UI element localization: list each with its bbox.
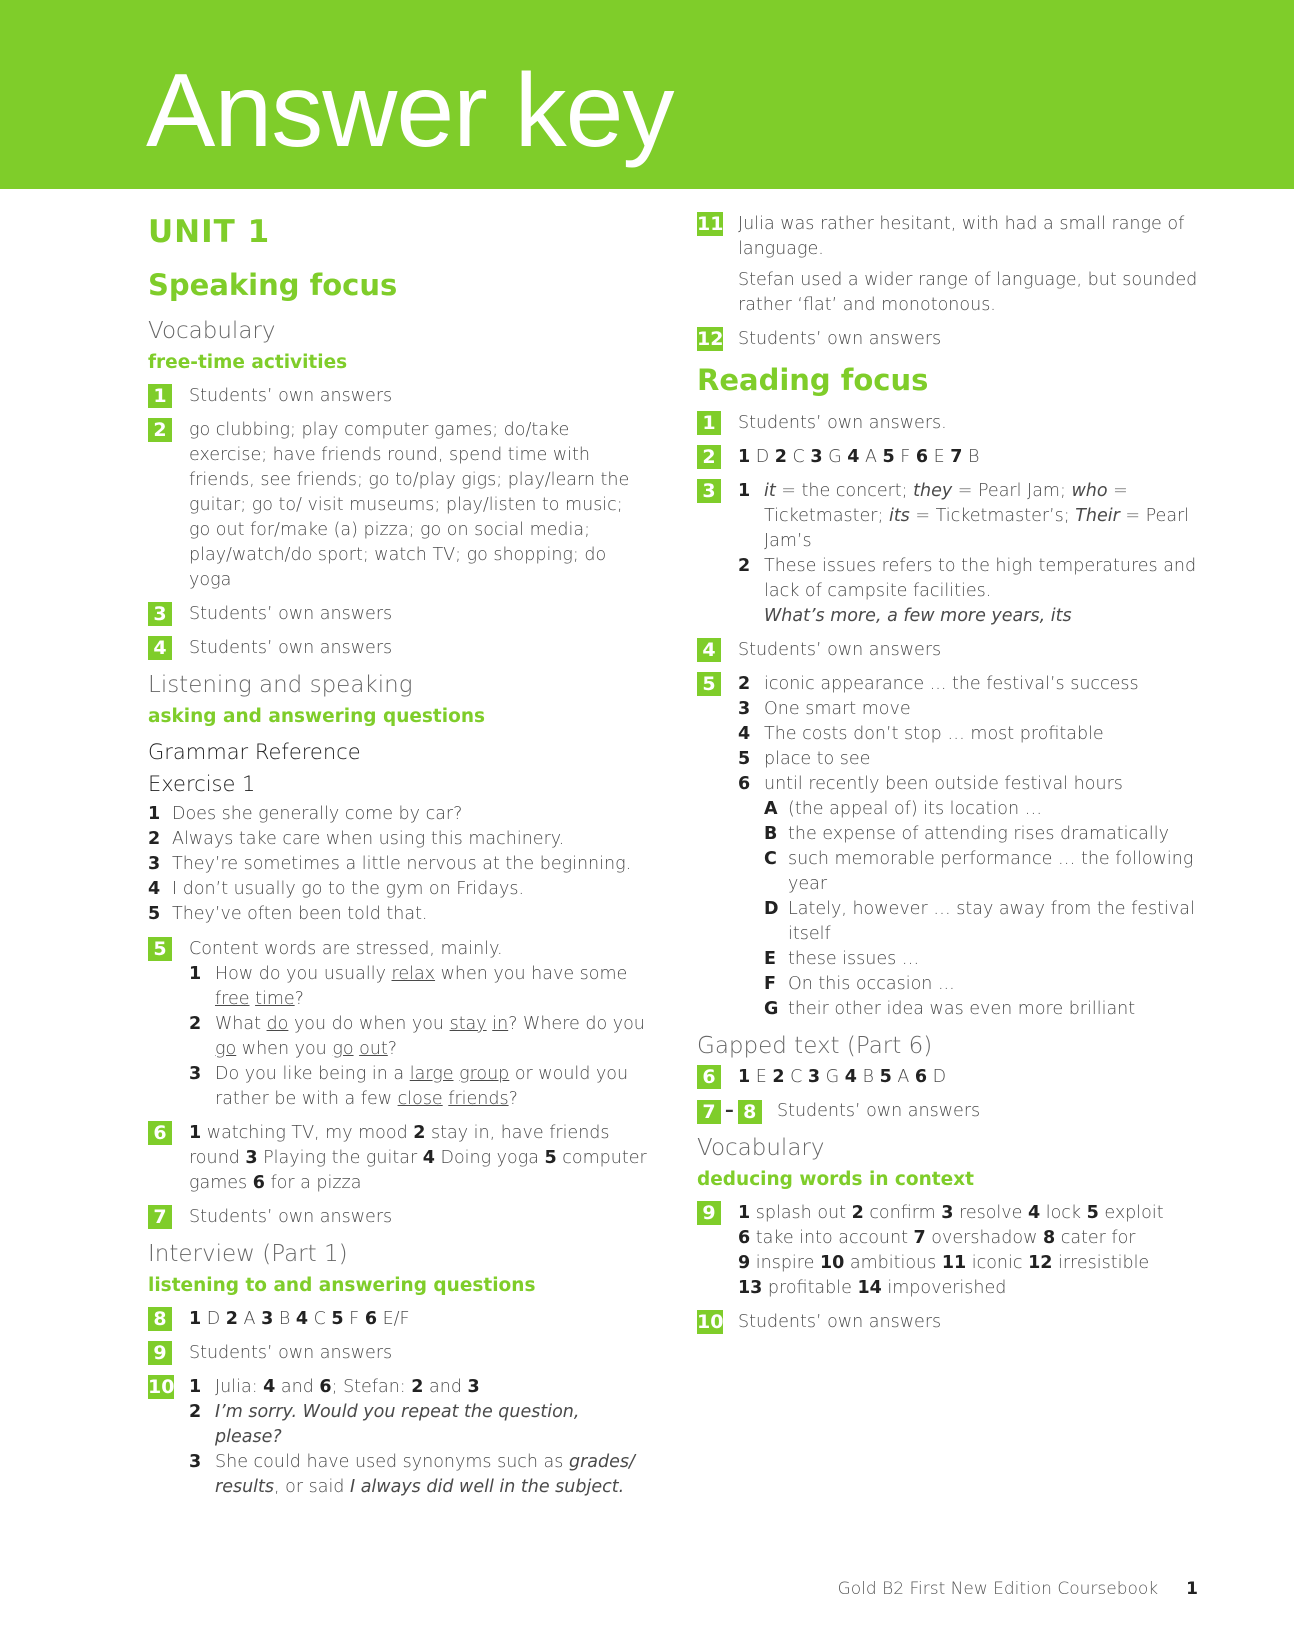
exercise-number-range	[697, 1099, 762, 1124]
bold-answer-number: 4	[422, 1148, 435, 1168]
bold-answer-number: 6	[252, 1173, 265, 1193]
answer-text: 1 D 2 A 3 B 4 C 5 F 6 E/F	[189, 1309, 410, 1329]
range-dash: –	[725, 1101, 734, 1121]
bold-answer-number: 3	[941, 1203, 954, 1223]
item-number: 1	[148, 804, 161, 824]
answer-item	[148, 1205, 648, 1230]
sub-answer-number: 4	[738, 724, 751, 744]
bold-answer-number: 5	[1086, 1203, 1099, 1223]
exercise-number-box: 3	[148, 602, 172, 626]
bold-answer-number: 2	[225, 1309, 238, 1329]
stressed-word: friends	[448, 1089, 509, 1109]
sub-answer: 4 The costs don’t stop … most profitable	[738, 722, 1217, 747]
exercise-number-box: 10	[148, 1376, 175, 1398]
exercise-number-box: 7	[148, 1205, 172, 1229]
answer-text: Students’ own answers	[189, 386, 393, 406]
answer-item	[148, 384, 648, 409]
exercise-number-box: 6	[697, 1065, 721, 1089]
bold-answer-number: 8	[1042, 1228, 1056, 1248]
sub-answer-number: 2	[738, 556, 751, 576]
answer-item	[697, 1310, 1217, 1335]
sub-answer-number: 1	[738, 481, 751, 501]
bold-answer-number: 13	[738, 1278, 763, 1298]
answer-text: Students’ own answers	[189, 604, 393, 624]
list-item: 2 Always take care when using this machinery.	[148, 827, 648, 852]
answer-item	[697, 212, 1217, 318]
sub-answer-number: E	[764, 949, 776, 969]
bold-answer-number: 4	[295, 1309, 309, 1329]
answer-text: 9 inspire 10 ambitious 11 iconic 12 irresistible	[738, 1253, 1150, 1273]
subsection-heading: Listening and speaking	[148, 672, 413, 698]
stressed-word: do	[266, 1014, 289, 1034]
sub-answer: F On this occasion ...	[738, 972, 1217, 997]
item-number: 3	[148, 854, 161, 874]
exercise-number-box: 8	[148, 1307, 172, 1331]
answer-note	[764, 604, 1217, 629]
answer-item	[697, 638, 1217, 663]
answer-item	[697, 1065, 1217, 1090]
bold-answer-number: 1	[189, 1309, 202, 1329]
answer-item	[148, 1341, 648, 1366]
answer-text: Students’ own answers	[738, 329, 942, 349]
sub-answer: 6 until recently been outside festival hours	[738, 772, 1217, 797]
bold-answer-number: 2	[413, 1123, 426, 1143]
bold-answer-number: 6	[915, 447, 929, 467]
italic-text: I always did well in the subject.	[349, 1477, 625, 1497]
subsection-heading: Vocabulary	[697, 1135, 825, 1161]
bold-answer-number: 2	[851, 1203, 864, 1223]
italic-text: I’m sorry. Would you repeat the question, please?	[215, 1402, 580, 1447]
italic-text: Their	[1075, 506, 1120, 526]
answer-text: Students’ own answers	[189, 1207, 393, 1227]
subsection-heading: Interview (Part 1)	[148, 1241, 348, 1267]
bold-answer-number: 1	[738, 447, 751, 467]
exercise-number-box: 5	[697, 672, 721, 696]
answer-text: 13 profitable 14 impoverished	[738, 1278, 1007, 1298]
left-column	[148, 210, 648, 1509]
stressed-word: free	[215, 989, 250, 1009]
header-banner	[0, 0, 1294, 189]
bold-answer-number: 5	[331, 1309, 344, 1329]
exercise-number-box: 8	[738, 1100, 762, 1124]
bold-answer-number: 1	[738, 1067, 751, 1087]
italic-text: who	[1071, 481, 1108, 501]
bold-answer-number: 4	[847, 447, 860, 467]
sub-answer: 2 What do you do when you stay in? Where do you go when you go out?	[189, 1014, 645, 1059]
bold-answer-number: 3	[261, 1309, 274, 1329]
answer-item	[148, 636, 648, 661]
answer-text: Content words are stressed, mainly.	[189, 939, 503, 959]
sub-answer: B the expense of attending rises dramatically	[738, 822, 1217, 847]
sub-answer: C such memorable performance … the following year	[764, 849, 1194, 894]
exercise-number-box: 6	[148, 1121, 172, 1145]
sub-answer: 2 These issues refers to the high temperatures and lack of campsite facilities. What’s more, a few more years, its	[738, 554, 1217, 629]
topic-heading: free-time activities	[148, 352, 348, 373]
bold-answer-number: 6	[364, 1309, 377, 1329]
answer-item	[697, 327, 1217, 352]
bold-answer-number: 3	[810, 447, 823, 467]
bold-answer-number: 14	[857, 1278, 882, 1298]
sub-answer-number: A	[764, 799, 778, 819]
answer-item	[697, 1099, 1217, 1124]
answer-item	[148, 937, 648, 1112]
item-number: 5	[148, 904, 161, 924]
stressed-word: in	[492, 1014, 509, 1034]
bold-answer-number: 4	[844, 1067, 857, 1087]
bold-answer-number: 11	[941, 1253, 967, 1273]
answer-text: Julia was rather hesitant, with had a small range of language.	[738, 214, 1185, 259]
answer-item	[697, 672, 1217, 1022]
exercise-heading: Grammar Reference	[148, 740, 361, 764]
answer-text: Students’ own answers	[777, 1101, 981, 1121]
right-column	[697, 212, 1217, 1344]
unit-heading: UNIT 1	[148, 214, 271, 250]
answer-item	[148, 418, 648, 593]
sub-answer-number: 1	[189, 1377, 202, 1397]
list-item: 1 Does she generally come by car?	[148, 802, 648, 827]
answer-text: 1 E 2 C 3 G 4 B 5 A 6 D	[738, 1067, 947, 1087]
answer-text: go clubbing; play computer games; do/take exercise; have friends round, spend time with friends, see friends; go to/play gigs; play/learn the guitar; go to/ visit museums; play/listen to music; go out for/make (a) pizza; go on social media; play/watch/do sport; watch TV; go shopping; do yoga	[189, 420, 630, 590]
bold-answer-number: 1	[189, 1123, 202, 1143]
bold-answer-number: 3	[245, 1148, 258, 1168]
item-number: 2	[148, 829, 161, 849]
stressed-word: stay	[449, 1014, 487, 1034]
topic-heading: deducing words in context	[697, 1169, 974, 1190]
answer-item	[697, 445, 1217, 470]
stressed-word: go	[215, 1039, 237, 1059]
sub-answer: 1 it = the concert; they = Pearl Jam; who = Ticketmaster; its = Ticketmaster’s; Their = Pearl Jam’s	[738, 481, 1190, 551]
answer-text: Students’ own answers.	[738, 413, 947, 433]
bold-answer-number: 5	[544, 1148, 557, 1168]
answer-item	[148, 602, 648, 627]
italic-text: grades/ results	[215, 1452, 635, 1497]
sub-answer: 3 She could have used synonyms such as grades/ results, or said I always did well in the subject.	[189, 1452, 635, 1497]
section-heading: Speaking focus	[148, 268, 398, 302]
page-title: Answer key	[146, 53, 674, 169]
sub-answer-number: 2	[738, 674, 751, 694]
exercise-number-box: 2	[697, 445, 721, 469]
bold-answer-number: 5	[879, 1067, 892, 1087]
sub-answer: 3 One smart move	[738, 697, 1217, 722]
stressed-word: time	[255, 989, 295, 1009]
list-item: 3 They’re sometimes a little nervous at the beginning.	[148, 852, 648, 877]
answer-text: 1 D 2 C 3 G 4 A 5 F 6 E 7 B	[738, 447, 980, 467]
answer-text: 6 take into account 7 overshadow 8 cater for	[738, 1228, 1136, 1248]
sub-answer: A (the appeal of) its location …	[738, 797, 1217, 822]
sub-answer-number: G	[764, 999, 779, 1019]
exercise-number-box: 2	[148, 418, 172, 442]
sub-answer-number: D	[764, 899, 779, 919]
bold-answer-number: 2	[774, 447, 787, 467]
topic-heading: listening to and answering questions	[148, 1275, 536, 1296]
sub-answer: 3 Do you like being in a large group or would you rather be with a few close friends?	[189, 1064, 629, 1109]
sub-answer-number: F	[764, 974, 776, 994]
answer-item	[148, 1375, 648, 1500]
exercise-number-box: 1	[148, 384, 172, 408]
exercise-number-box: 10	[697, 1311, 724, 1333]
sub-answer-number: 6	[738, 774, 751, 794]
page-number: 1	[1186, 1579, 1198, 1599]
answer-text: 1 splash out 2 confirm 3 resolve 4 lock 5 exploit	[738, 1203, 1164, 1223]
sub-answer-number: 3	[189, 1452, 202, 1472]
exercise-number-box: 9	[148, 1341, 172, 1365]
exercise-number-box: 12	[697, 328, 724, 350]
italic-text: What’s more, a few more years, its	[764, 606, 1072, 626]
bold-answer-number: 2	[772, 1067, 785, 1087]
bold-answer-number: 6	[319, 1377, 332, 1397]
exercise-number-box: 7	[697, 1100, 721, 1124]
exercise-number-box: 4	[697, 638, 721, 662]
sub-answer: G their other idea was even more brilliant	[738, 997, 1217, 1022]
italic-text: its	[888, 506, 910, 526]
exercise-number-box: 5	[148, 937, 172, 961]
answer-text: Students’ own answers	[189, 1343, 393, 1363]
sub-answer-number: 2	[189, 1402, 202, 1422]
answer-text: 1 watching TV, my mood 2 stay in, have friends round 3 Playing the guitar 4 Doing yoga 5 computer games 6 for a pizza	[189, 1123, 647, 1193]
list-item: 5 They’ve often been told that.	[148, 902, 648, 927]
answer-item	[697, 411, 1217, 436]
sub-answer-number: B	[764, 824, 778, 844]
sub-answer-number: 3	[189, 1064, 202, 1084]
sub-answer-number: 1	[189, 964, 202, 984]
answer-item	[697, 479, 1217, 629]
bold-answer-number: 7	[913, 1228, 926, 1248]
list-item: 4 I don’t usually go to the gym on Fridays.	[148, 877, 648, 902]
answer-text: Students’ own answers	[738, 1312, 942, 1332]
exercise-number-box: 3	[697, 479, 721, 503]
book-title: Gold B2 First New Edition Coursebook	[837, 1579, 1159, 1599]
sub-answer-number: 5	[738, 749, 751, 769]
plain-list	[148, 802, 648, 927]
sub-answer: 5 place to see	[738, 747, 1217, 772]
sub-answer-number: 3	[738, 699, 751, 719]
bold-answer-number: 9	[738, 1253, 751, 1273]
item-number: 4	[148, 879, 161, 899]
bold-answer-number: 6	[914, 1067, 928, 1087]
italic-text: it	[764, 481, 776, 501]
stressed-word: close	[397, 1089, 443, 1109]
sub-answer: 1 How do you usually relax when you have some free time?	[189, 964, 628, 1009]
stressed-word: relax	[391, 964, 436, 984]
page-footer	[838, 1579, 1198, 1599]
bold-answer-number: 5	[882, 447, 895, 467]
answer-item	[148, 1307, 648, 1332]
bold-answer-number: 4	[1027, 1203, 1041, 1223]
bold-answer-number: 4	[263, 1377, 276, 1397]
bold-answer-number: 12	[1028, 1253, 1053, 1273]
exercise-number-box: 1	[697, 411, 721, 435]
stressed-word: large	[409, 1064, 454, 1084]
bold-answer-number: 10	[819, 1253, 845, 1273]
exercise-heading: Exercise 1	[148, 772, 256, 796]
subsection-heading: Vocabulary	[148, 318, 276, 344]
bold-answer-number: 7	[950, 447, 963, 467]
topic-heading: asking and answering questions	[148, 706, 486, 727]
bold-answer-number: 2	[411, 1377, 424, 1397]
bold-answer-number: 6	[738, 1228, 751, 1248]
exercise-number-box: 4	[148, 636, 172, 660]
sub-answer: E these issues …	[738, 947, 1217, 972]
sub-answer-number: C	[764, 849, 777, 869]
sub-answer: 2 iconic appearance ... the festival’s success	[738, 672, 1217, 697]
bold-answer-number: 1	[738, 1203, 751, 1223]
answer-text: Students’ own answers	[738, 640, 942, 660]
answer-item	[697, 1201, 1217, 1301]
section-heading: Reading focus	[697, 363, 929, 397]
sub-answer	[189, 1400, 648, 1450]
sub-answer-number: 2	[189, 1014, 202, 1034]
exercise-number-box: 9	[697, 1201, 721, 1225]
stressed-word: out	[359, 1039, 388, 1059]
italic-text: they	[913, 481, 953, 501]
sub-answer: D Lately, however … stay away from the festival itself	[764, 899, 1195, 944]
stressed-word: group	[459, 1064, 510, 1084]
answer-item	[148, 1121, 648, 1196]
subsection-heading: Gapped text (Part 6)	[697, 1033, 933, 1059]
sub-answer: 1 Julia: 4 and 6; Stefan: 2 and 3	[189, 1375, 648, 1400]
bold-answer-number: 3	[467, 1377, 480, 1397]
answer-text: Students’ own answers	[189, 638, 393, 658]
stressed-word: go	[332, 1039, 354, 1059]
bold-answer-number: 3	[807, 1067, 821, 1087]
exercise-number-box: 11	[697, 213, 724, 235]
answer-text: Stefan used a wider range of language, but sounded rather ‘flat’ and monotonous.	[738, 270, 1198, 315]
